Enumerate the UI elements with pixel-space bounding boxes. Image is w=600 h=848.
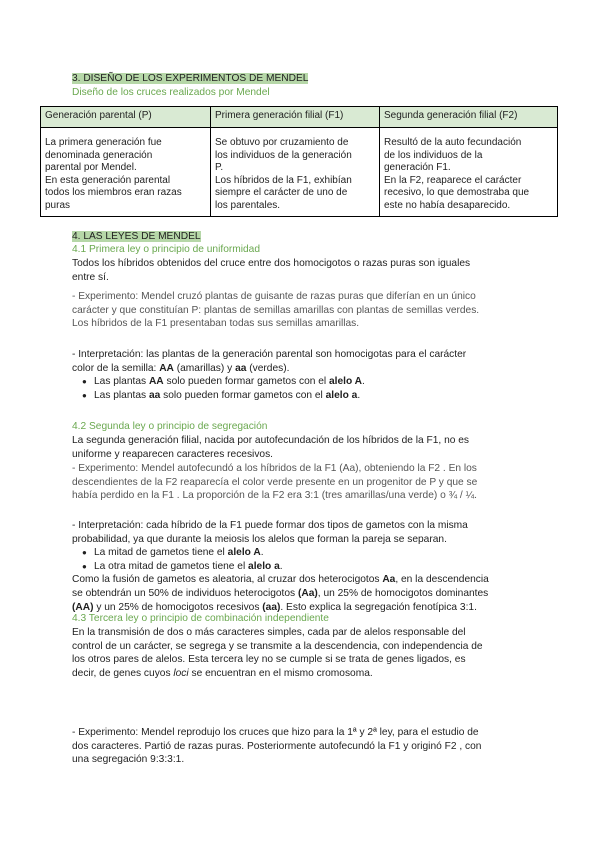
table-cell: Se obtuvo por cruzamiento de los individuos de la generación P. Los híbridos de la F1, exhibían siempre el carácter de uno de los parentales.	[211, 128, 380, 217]
list-item: ● Las plantas aa solo pueden formar gametos con el alelo a.	[94, 389, 530, 403]
list-item: ● Las plantas AA solo pueden formar gametos con el alelo A.	[94, 375, 530, 389]
table-header: Primera generación filial (F1)	[211, 107, 380, 128]
table-header: Generación parental (P)	[41, 107, 211, 128]
table-row	[41, 128, 558, 217]
law-1-interpretation: - Interpretación: las plantas de la generación parental son homocigotas para el carácter color de la semilla: AA (amarillas) y aa (verdes). ● Las plantas AA solo pueden formar gametos con el alelo A. ● Las plantas aa solo pueden formar gametos con el alelo a.	[72, 348, 530, 402]
generations-table	[40, 106, 558, 217]
section-3-title: 3. DISEÑO DE LOS EXPERIMENTOS DE MENDEL	[72, 73, 309, 84]
law-3-heading: 4.3 Tercera ley o principio de combinación independiente	[72, 613, 329, 624]
law-1-experiment: - Experimento: Mendel cruzó plantas de guisante de razas puras que diferían en un único carácter y que constituían P: plantas de semillas amarillas con plantas de semillas verdes. Los híbridos de la F1 presentaban todas sus semillas amarillas.	[72, 291, 480, 330]
section-4-title: 4. LAS LEYES DE MENDEL	[72, 231, 201, 242]
law-3-intro: En la transmisión de dos o más caracteres simples, cada par de alelos responsable del control de un carácter, se segrega y se transmite a la descendencia, con independencia de los otros pares de alelos. Esta tercera ley no se cumple si se trata de genes ligados, es decir, de genes cuyos loci se encuentran en el mismo cromosoma.	[72, 627, 483, 679]
law-3-experiment: - Experimento: Mendel reprodujo los cruces que hizo para la 1ª y 2ª ley, para el estudio de dos caracteres. Partió de razas puras. Posteriormente autofecundó la F1 y originó F2 , con una segregación 9:3:3:1.	[72, 727, 482, 766]
law-1-bullet-list	[72, 375, 530, 402]
table-header: Segunda generación filial (F2)	[380, 107, 558, 128]
law-2-interpretation: - Interpretación: cada híbrido de la F1 puede formar dos tipos de gametos con la misma probabilidad, ya que durante la meiosis los alelos que forman la pareja se separan. ● La mitad de gametos tiene el alelo A. ● La otra mitad de gametos tiene el alelo a. Como la fusión de gametos es aleatoria, al cruzar dos heterocigotos Aa, en la descendencia se obtendrán un 50% de individuos heterocigotos (Aa), un 25% de homocigotos dominantes (AA) y un 25% de homocigotos recesivos (aa). Esto explica la segregación fenotípica 3:1.	[72, 519, 530, 614]
section-3-subtitle: Diseño de los cruces realizados por Mendel	[72, 87, 270, 98]
table-cell: La primera generación fue denominada generación parental por Mendel. En esta generación parental todos los miembros eran razas puras	[41, 128, 211, 217]
law-2-intro: La segunda generación filial, nacida por autofecundación de los híbridos de la F1, no es uniforme y reaparecen caracteres recesivos.	[72, 435, 470, 460]
law-2-bullet-list	[72, 546, 530, 573]
law-1-heading: 4.1 Primera ley o principio de uniformidad	[72, 244, 260, 255]
list-item: ● La otra mitad de gametos tiene el alelo a.	[94, 560, 530, 574]
list-item: ● La mitad de gametos tiene el alelo A.	[94, 546, 530, 560]
law-1-intro: Todos los híbridos obtenidos del cruce entre dos homocigotos o razas puras son iguales entre sí.	[72, 258, 471, 283]
table-header-row	[41, 107, 558, 128]
table-cell: Resultó de la auto fecundación de los individuos de la generación F1. En la F2, reaparece el carácter recesivo, lo que demostraba que este no había desaparecido.	[380, 128, 558, 217]
law-2-experiment: - Experimento: Mendel autofecundó a los híbridos de la F1 (Aa), obteniendo la F2 . En los descendientes de la F2 reaparecía el color verde presente en un progenitor de P y que se había perdido en la F1 . La proporción de la F2 era 3:1 (tres amarillas/una verde) o ¾ / ¼.	[72, 463, 478, 502]
law-2-heading: 4.2 Segunda ley o principio de segregación	[72, 421, 268, 432]
